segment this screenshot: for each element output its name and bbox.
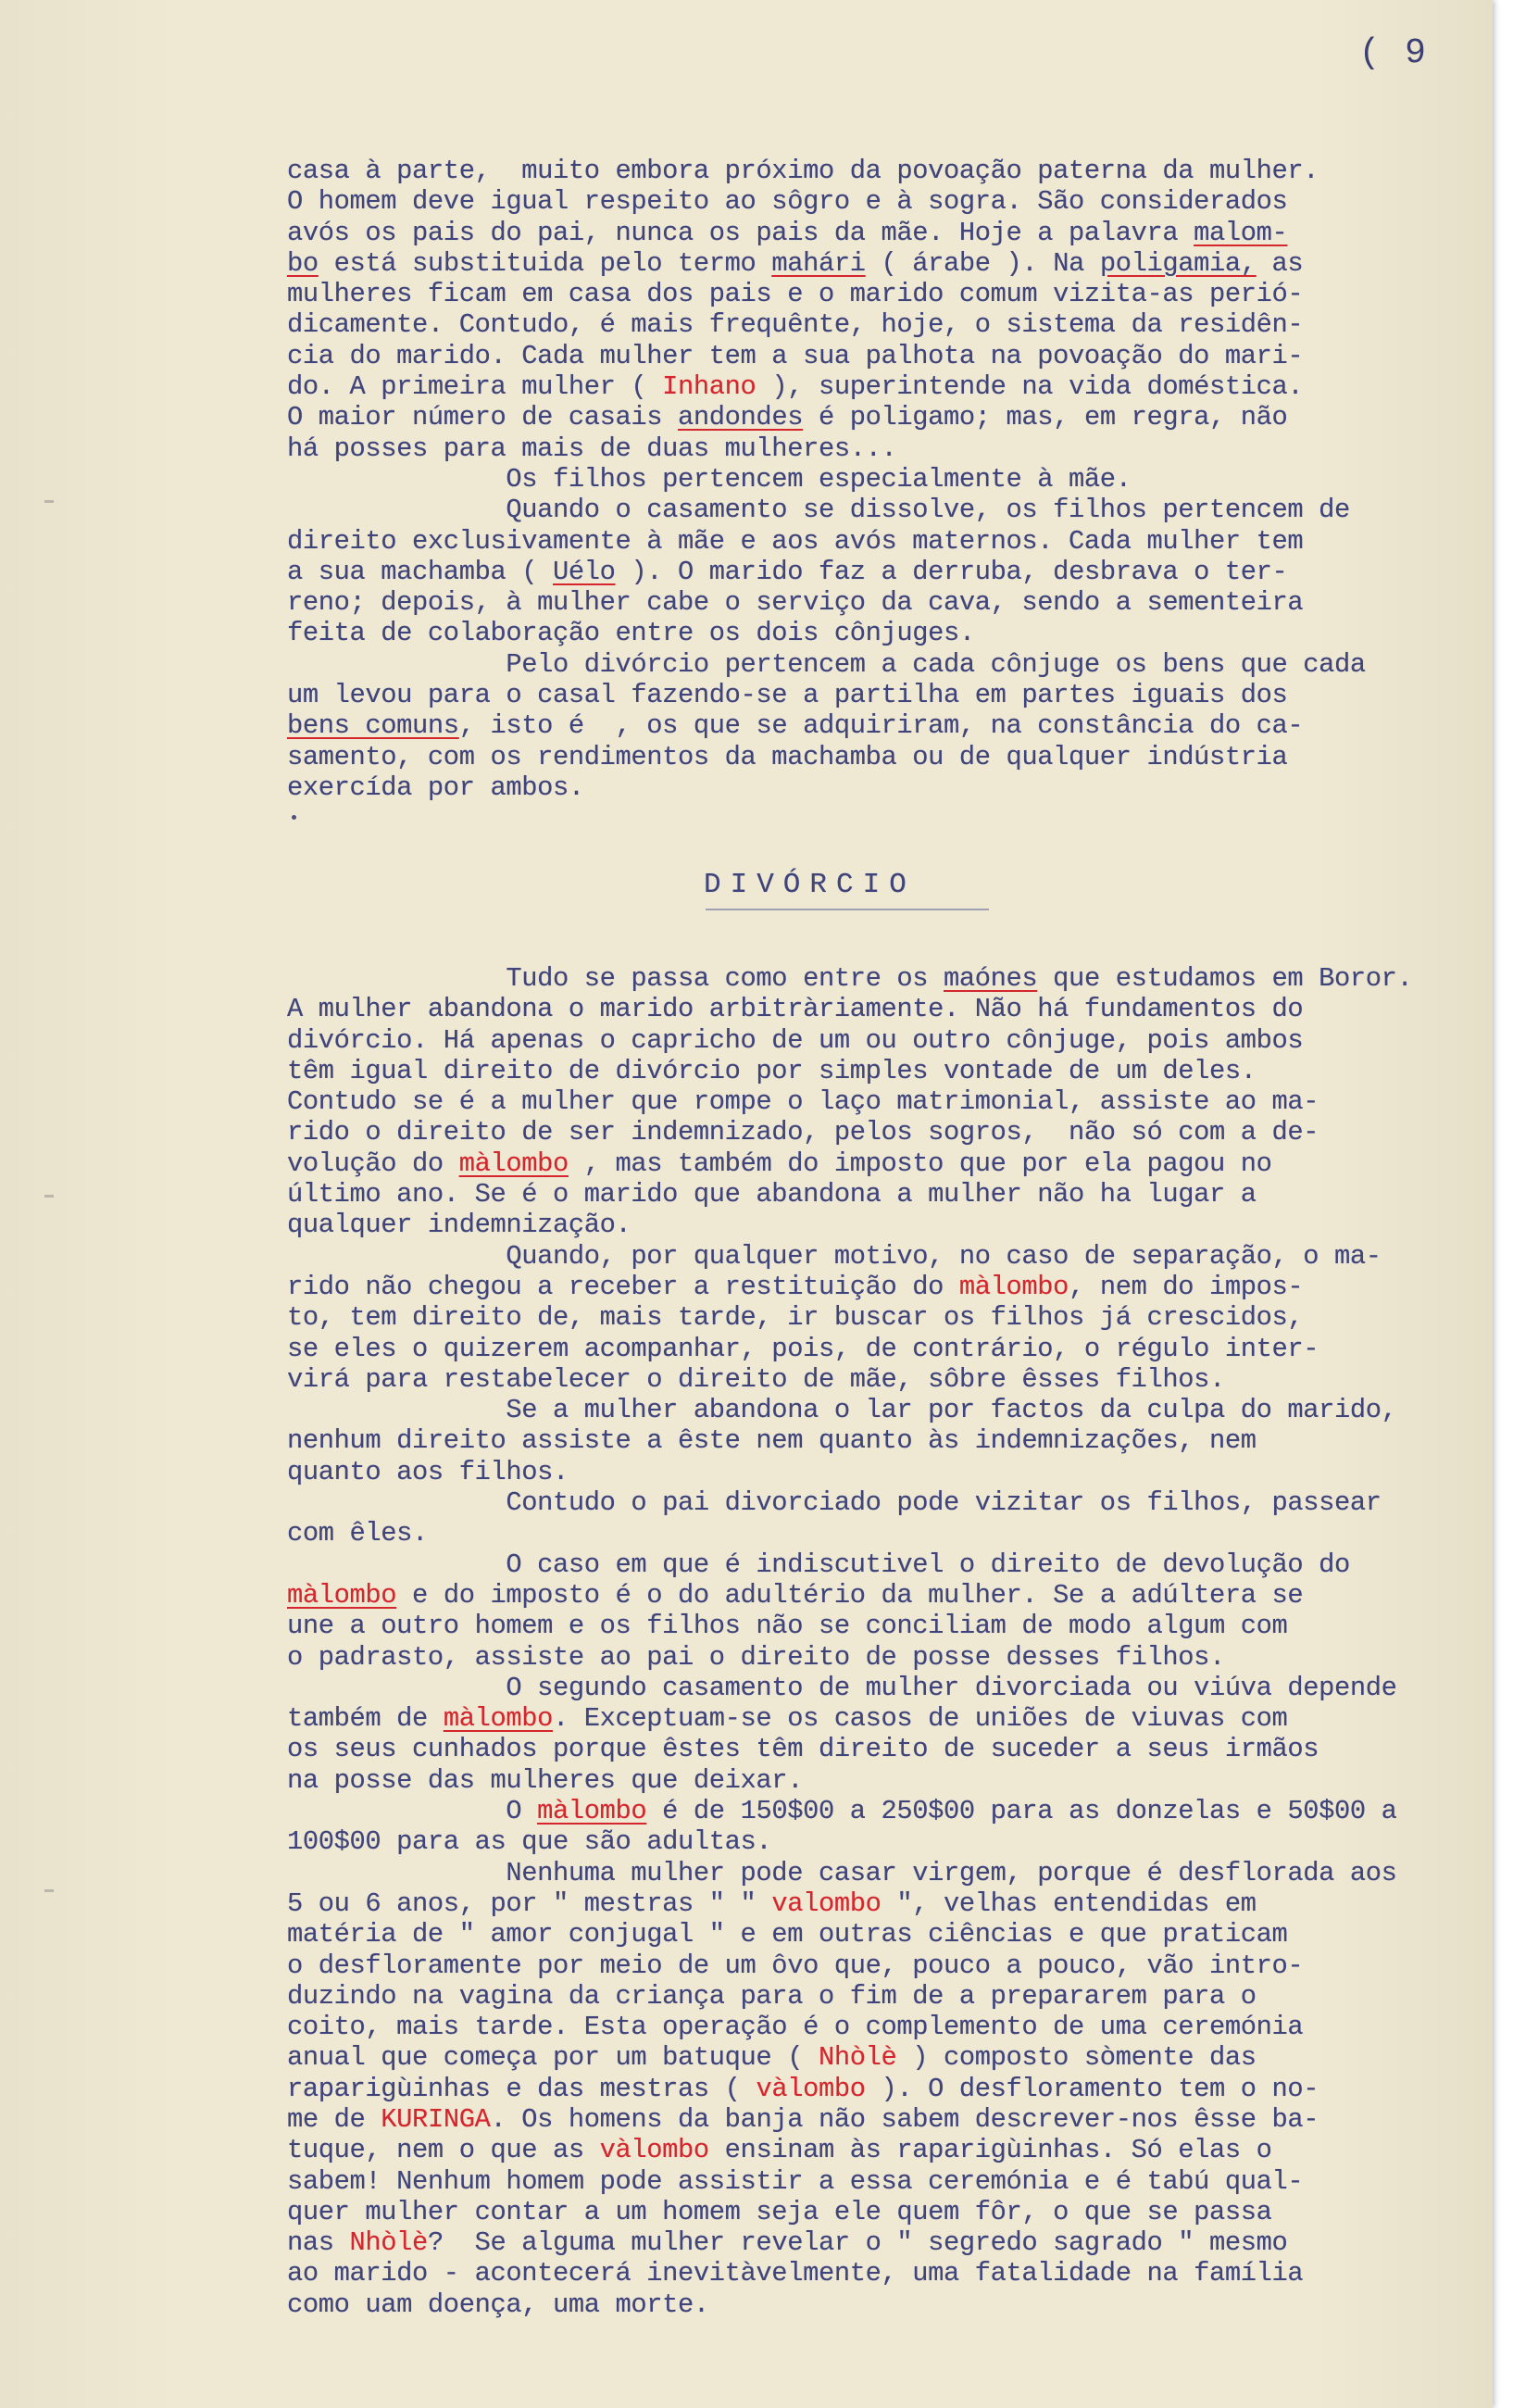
text-run: os seus cunhados porque êstes têm direito de suceder a seus irmãos — [287, 1734, 1319, 1765]
text-run: me de — [287, 2103, 381, 2135]
text-run: feita de colaboração entre os dois cônjuges. — [287, 618, 975, 649]
text-line — [287, 1734, 1491, 1764]
text-run: como uam doença, uma morte. — [287, 2289, 709, 2320]
text-run: dicamente. Contudo, é mais frequênte, hoje, o sistema da residên- — [287, 309, 1304, 341]
text-run: as — [1256, 247, 1304, 279]
text-run: cia do marido. Cada mulher tem a sua palhota na povoação do mari- — [287, 340, 1304, 371]
text-run: Quando, por qualquer motivo, no caso de separação, o ma- — [287, 1240, 1382, 1272]
text-run: também de — [287, 1703, 444, 1735]
text-run: Contudo o pai divorciado pode vizitar os filhos, passear — [287, 1487, 1382, 1519]
text-line — [287, 772, 1491, 803]
text-run: . Exceptuam-se os casos de uniões de viuvas com — [552, 1703, 1288, 1735]
native-term: vàlombo — [756, 2073, 866, 2104]
text-line — [287, 587, 1491, 618]
text-line — [287, 1487, 1491, 1518]
text-line — [287, 2166, 1491, 2197]
text-run: sabem! Nenhum homem pode assistir a essa ceremónia e é tabú qual- — [287, 2165, 1304, 2197]
paragraph-block-family — [287, 156, 1491, 803]
text-run: nas — [287, 2227, 350, 2259]
text-run: com êles. — [287, 1518, 428, 1549]
text-line — [287, 1518, 1491, 1549]
native-term: Inhano — [662, 371, 756, 403]
text-run: nenhum direito assiste a êste nem quanto às indemnizações, nem — [287, 1425, 1257, 1457]
text-line — [287, 1148, 1491, 1179]
text-run: O segundo casamento de mulher divorciada ou viúva depende — [287, 1672, 1397, 1703]
text-run: avós os pais do pai, nunca os pais da mãe. Hoje a palavra — [287, 217, 1194, 248]
text-run: ensinam às raparigùinhas. Só elas o — [708, 2135, 1272, 2166]
text-run: duzindo na vagina da criança para o fim de a prepararem para o — [287, 1980, 1257, 2012]
text-run: O homem deve igual respeito ao sôgro e à sogra. São considerados — [287, 186, 1288, 218]
text-line — [287, 2042, 1491, 2073]
text-run: une a outro homem e os filhos não se conciliam de modo algum com — [287, 1611, 1288, 1642]
text-line — [287, 1302, 1491, 1333]
text-line — [287, 1334, 1491, 1364]
text-line — [287, 341, 1491, 371]
text-line — [287, 2227, 1491, 2258]
text-run: do. A primeira mulher ( — [287, 371, 663, 403]
text-run: um levou para o casal fazendo-se a partilha em partes iguais dos — [287, 680, 1288, 711]
text-line — [287, 1457, 1491, 1487]
text-line — [287, 2012, 1491, 2042]
text-line — [287, 402, 1491, 433]
text-line — [287, 433, 1491, 464]
text-run: ao marido - acontecerá inevitàvelmente, uma fatalidade na família — [287, 2258, 1304, 2289]
text-line — [287, 1025, 1491, 1056]
stray-dot — [292, 815, 296, 820]
text-run: 100$00 para as que são adultas. — [287, 1826, 772, 1858]
text-line — [287, 248, 1491, 279]
text-line — [287, 1549, 1491, 1580]
native-term: Nhòlè — [349, 2227, 428, 2259]
text-run: quer mulher contar a um homem seja ele quem fôr, o que se passa — [287, 2196, 1272, 2227]
text-line — [287, 1210, 1491, 1240]
native-term: màlombo — [958, 1271, 1069, 1302]
text-run: na posse das mulheres que deixar. — [287, 1764, 804, 1796]
text-run: Pelo divórcio pertencem a cada cônjuge os bens que cada — [287, 648, 1366, 680]
text-run: mulheres ficam em casa dos pais e o marido comum vizita-as perió- — [287, 279, 1304, 310]
text-run: têm igual direito de divórcio por simples vontade de um deles. — [287, 1055, 1257, 1086]
native-term: KURINGA — [381, 2103, 491, 2135]
text-run: rido não chegou a receber a restituição do — [287, 1271, 959, 1302]
text-run: matéria de " amor conjugal " e em outras ciências e que praticam — [287, 1919, 1288, 1950]
text-run: samento, com os rendimentos da machamba ou de qualquer indústria — [287, 741, 1288, 772]
text-line — [287, 1826, 1491, 1857]
native-term: màlombo — [537, 1796, 647, 1827]
text-line — [287, 1364, 1491, 1395]
text-run: o desfloramente por meio de um ôvo que, pouco a pouco, vão intro- — [287, 1950, 1304, 1981]
text-line — [287, 1858, 1491, 1888]
text-line — [287, 2104, 1491, 2135]
text-run: Quando o casamento se dissolve, os filhos pertencem de — [287, 495, 1350, 526]
text-run: último ano. Se é o marido que abandona a mulher não ha lugar a — [287, 1179, 1257, 1210]
text-run: Os filhos pertencem especialmente à mãe. — [287, 463, 1132, 495]
text-run: ). O marido faz a derruba, desbrava o ter- — [615, 556, 1288, 587]
text-run: anual que começa por um batuque ( — [287, 2042, 819, 2074]
text-line — [287, 2258, 1491, 2289]
text-line — [287, 156, 1491, 186]
native-term: vàlombo — [599, 2135, 709, 2166]
underlined-term: poligamia, — [1099, 247, 1257, 279]
text-run: A mulher abandona o marido arbitràriamente. Não há fundamentos do — [287, 994, 1304, 1025]
text-run: Contudo se é a mulher que rompe o laço matrimonial, assiste ao ma- — [287, 1086, 1319, 1118]
text-line — [287, 1981, 1491, 2012]
text-run: ", velhas entendidas em — [881, 1888, 1257, 1919]
underlined-term: mahári — [771, 247, 866, 279]
text-line — [287, 649, 1491, 680]
text-run: quanto aos filhos. — [287, 1456, 569, 1487]
text-line — [287, 994, 1491, 1024]
text-line — [287, 186, 1491, 217]
text-line — [287, 2135, 1491, 2165]
text-run: ), superintende na vida doméstica. — [756, 371, 1304, 403]
text-line — [287, 1919, 1491, 1950]
margin-mark — [44, 1889, 54, 1892]
text-run: Se a mulher abandona o lar por factos da culpa do marido, — [287, 1395, 1397, 1426]
underlined-term: malom- — [1194, 217, 1288, 248]
native-term: Nhòlè — [818, 2042, 897, 2074]
margin-mark — [44, 500, 54, 503]
text-run: ( árabe ). Na — [865, 247, 1100, 279]
text-run: , mas também do imposto que por ela pagou no — [568, 1148, 1272, 1179]
text-run: coito, mais tarde. Esta operação é o complemento de uma ceremónia — [287, 2012, 1304, 2043]
text-line — [287, 742, 1491, 772]
text-line — [287, 1395, 1491, 1425]
text-run: é de 150$00 a 250$00 para as donzelas e 50$00 a — [646, 1796, 1397, 1827]
text-line — [287, 1056, 1491, 1086]
text-line — [287, 710, 1491, 741]
text-line — [287, 1272, 1491, 1302]
text-line — [287, 1117, 1491, 1148]
text-run: O caso em que é indiscutivel o direito de devolução do — [287, 1549, 1350, 1580]
text-run: casa à parte, muito embora próximo da povoação paterna da mulher. — [287, 156, 1319, 186]
heading-underline — [706, 909, 989, 910]
underlined-term: bens comuns — [287, 710, 459, 742]
text-line — [287, 309, 1491, 340]
text-run: 5 ou 6 anos, por " mestras " " — [287, 1888, 772, 1919]
text-line — [287, 495, 1491, 525]
text-line — [287, 526, 1491, 557]
native-term: màlombo — [287, 1579, 397, 1611]
text-run: Tudo se passa como entre os — [287, 963, 944, 994]
text-run: que estudamos em Boror. — [1037, 963, 1413, 994]
text-run: está substituida pelo termo — [318, 247, 772, 279]
text-run: reno; depois, à mulher cabe o serviço da cava, sendo a sementeira — [287, 587, 1304, 619]
text-line — [287, 1673, 1491, 1703]
text-run: , nem do impos- — [1069, 1271, 1304, 1302]
page-number: ( 9 — [1358, 33, 1428, 73]
text-run: O maior número de casais — [287, 402, 679, 433]
text-line — [287, 963, 1491, 994]
text-line — [287, 464, 1491, 495]
underlined-term: andondes — [678, 402, 804, 433]
text-line — [287, 218, 1491, 248]
text-run: tuque, nem o que as — [287, 2135, 600, 2166]
text-run: . Os homens da banja não sabem descrever-nos êsse ba- — [490, 2103, 1319, 2135]
text-run: raparigùinhas e das mestras ( — [287, 2073, 756, 2104]
text-line — [287, 1580, 1491, 1611]
text-line — [287, 557, 1491, 587]
text-line — [287, 371, 1491, 402]
text-run: o padrasto, assiste ao pai o direito de posse desses filhos. — [287, 1641, 1225, 1673]
underlined-term: bo — [287, 247, 319, 279]
text-run: exercída por ambos. — [287, 771, 584, 803]
text-line — [287, 1179, 1491, 1210]
text-run: ? Se alguma mulher revelar o " segredo sagrado " mesmo — [427, 2227, 1288, 2259]
text-line — [287, 1642, 1491, 1673]
native-term: màlombo — [458, 1148, 569, 1179]
underlined-term: maónes — [944, 963, 1038, 994]
text-run: a sua machamba ( — [287, 556, 553, 587]
text-run: rido o direito de ser indemnizado, pelos sogros, não só com a de- — [287, 1117, 1319, 1148]
text-run: se eles o quizerem acompanhar, pois, de contrário, o régulo inter- — [287, 1333, 1319, 1364]
text-line — [287, 680, 1491, 710]
text-run: volução do — [287, 1148, 459, 1179]
native-term: màlombo — [443, 1703, 553, 1735]
text-line — [287, 2197, 1491, 2227]
underlined-term: Uélo — [552, 556, 616, 587]
text-line — [287, 1703, 1491, 1734]
text-line — [287, 1611, 1491, 1641]
text-run: virá para restabelecer o direito de mãe, sôbre êsses filhos. — [287, 1363, 1225, 1395]
text-line — [287, 1086, 1491, 1117]
text-line — [287, 1765, 1491, 1796]
native-term: valombo — [771, 1888, 882, 1919]
text-line — [287, 279, 1491, 309]
text-line — [287, 1888, 1491, 1919]
text-run: Nenhuma mulher pode casar virgem, porque é desflorada aos — [287, 1857, 1397, 1888]
text-line — [287, 2289, 1491, 2320]
text-run: , isto é , os que se adquiriram, na constância do ca- — [458, 710, 1304, 742]
text-line — [287, 618, 1491, 648]
text-line — [287, 1425, 1491, 1456]
text-run: é poligamo; mas, em regra, não — [803, 402, 1288, 433]
text-run: direito exclusivamente à mãe e aos avós maternos. Cada mulher tem — [287, 525, 1304, 557]
text-line — [287, 1950, 1491, 1981]
text-run: O — [287, 1796, 538, 1827]
section-heading: DIVÓRCIO — [704, 869, 916, 901]
text-line — [287, 2074, 1491, 2104]
text-run: ) composto sòmente das — [896, 2042, 1257, 2074]
text-run: qualquer indemnização. — [287, 1210, 631, 1241]
paragraph-block-divorce — [287, 963, 1491, 2320]
text-run: to, tem direito de, mais tarde, ir buscar os filhos já crescidos, — [287, 1302, 1304, 1334]
text-line — [287, 1241, 1491, 1272]
margin-mark — [44, 1195, 54, 1198]
text-run: ). O desfloramento tem o no- — [865, 2073, 1319, 2104]
text-run: divórcio. Há apenas o capricho de um ou outro cônjuge, pois ambos — [287, 1024, 1304, 1056]
text-line — [287, 1796, 1491, 1826]
text-run: e do imposto é o do adultério da mulher. Se a adúltera se — [396, 1579, 1304, 1611]
text-run: há posses para mais de duas mulheres... — [287, 433, 897, 464]
